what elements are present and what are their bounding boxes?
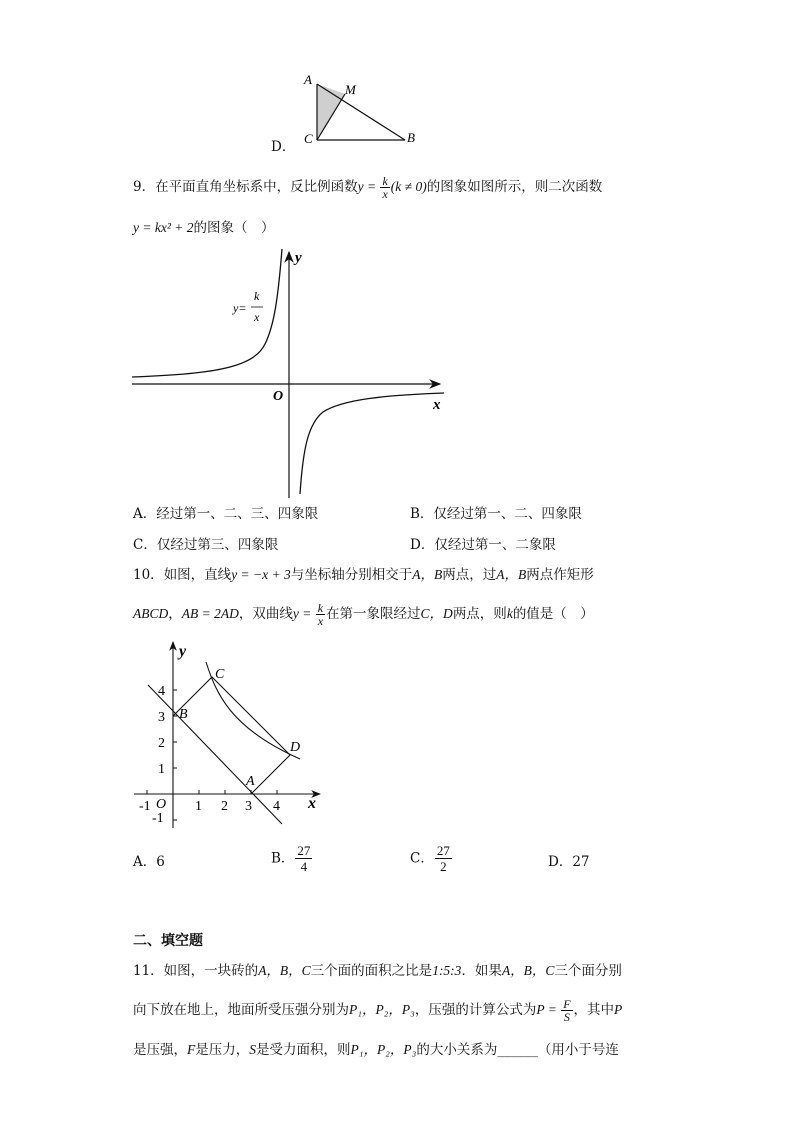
q9-origin-label: O: [273, 389, 284, 404]
q11-line2-P: P: [614, 1002, 623, 1017]
q9-x-label: x: [433, 397, 441, 413]
q9-text-after: 的图象如图所示，则二次函数: [426, 179, 603, 195]
q10-option-c[interactable]: [410, 843, 453, 874]
q10-option-c-label: C．: [410, 850, 434, 867]
q10-text1d: 两点，过: [442, 567, 497, 583]
q10-text1e: A，B: [496, 567, 527, 582]
q11-line3-c: 是受力面积，则: [256, 1042, 351, 1058]
q10-tick-y-4: 4: [158, 684, 165, 699]
q11-line1-abc: A，B，C: [258, 963, 311, 978]
q10-tick-y-neg1: -1: [152, 811, 164, 826]
q9-option-c[interactable]: C．仅经过第三、四象限: [133, 537, 279, 553]
q9-option-b[interactable]: B．仅经过第一、二、四象限: [410, 506, 582, 522]
q10-text1f: 两点作矩形: [526, 567, 594, 583]
q9-func-y: y: [357, 179, 364, 194]
q9-option-d[interactable]: D．仅经过第一、二象限: [410, 537, 556, 553]
q10-sep: ，: [168, 606, 182, 622]
q8-label-M: M: [345, 82, 356, 97]
q10-option-c-den: 2: [440, 859, 447, 874]
q8-option-d-label: D．: [271, 139, 296, 155]
q10-text2b: 在第一象限经过: [326, 606, 421, 622]
q11-line3-d: 的大小关系为: [416, 1042, 498, 1058]
q8-triangle-figure: [295, 70, 425, 150]
q11-line3-a: 是压强，: [133, 1042, 187, 1058]
q10-tick-x-3: 3: [245, 799, 252, 814]
q10-text2a: ，双曲线: [238, 606, 293, 622]
q10-label-D: D: [290, 740, 301, 755]
q8-label-B: B: [407, 130, 415, 145]
q10-option-a[interactable]: [133, 852, 165, 872]
q10-text1c: A，B: [412, 567, 443, 582]
q11-formula-fraction: [561, 998, 572, 1023]
q10-number: 10．: [133, 567, 164, 583]
q11-line1-d: 三个面分别: [554, 963, 622, 979]
q10-stem-line1: [133, 565, 594, 585]
q10-cond: AB = 2AD: [181, 606, 239, 621]
q10-label-A: A: [246, 774, 255, 789]
q10-option-b-den: 4: [300, 859, 308, 874]
q10-option-d-label: D．: [548, 854, 573, 870]
q10-rectangle-figure: [130, 638, 330, 833]
q11-line1-b: 三个面的面积之比是: [310, 963, 433, 979]
q10-hyper-num: k: [317, 601, 324, 615]
q9-text-before: 在平面直角坐标系中，反比例函数: [155, 179, 358, 195]
q9-curve-label-num: k: [254, 289, 260, 303]
q9-func-eq: =: [363, 179, 380, 194]
q10-tick-y-2: 2: [158, 736, 165, 751]
q10-text2d: 的值是（ ）: [512, 606, 594, 622]
q11-line1-c: ．如果: [461, 963, 502, 979]
q10-tick-x-1: 1: [195, 799, 202, 814]
q10-hyper-den: x: [317, 614, 324, 628]
q10-option-d[interactable]: [548, 852, 590, 872]
q10-origin-label: O: [156, 797, 167, 812]
q11-line3-b: 是压力，: [195, 1042, 250, 1058]
q9-cond: (k ≠ 0): [390, 179, 427, 194]
q10-option-b-fraction: [295, 843, 312, 874]
q9-line2-text: 的图象（ ）: [193, 220, 275, 236]
q10-option-b-label: B．: [271, 850, 295, 867]
q11-formula-num: F: [563, 997, 571, 1011]
q10-tick-x-4: 4: [273, 799, 280, 814]
q10-rect-name: ABCD: [133, 606, 169, 621]
q9-hyperbola-figure: [128, 244, 453, 500]
q11-line2-a: 向下放在地上，地面所受压强分别为: [133, 1002, 349, 1018]
q11-line3-p: P₁，P₂，P₃: [350, 1042, 417, 1057]
q10-hyper-y: y =: [292, 606, 315, 621]
q9-stem-line1: [133, 175, 602, 200]
q9-number: 9．: [133, 179, 156, 195]
q10-label-C: C: [215, 667, 225, 682]
q10-option-a-value: 6: [156, 854, 165, 870]
q10-y-label: y: [179, 643, 187, 660]
q9-fraction: [380, 175, 389, 200]
q11-line3-F: F: [187, 1042, 196, 1057]
q11-line1-abc2: A，B，C: [501, 963, 555, 978]
q9-y-label: y: [295, 250, 302, 266]
q11-line3-S: S: [249, 1042, 256, 1057]
q9-curve-upper-left: [132, 249, 282, 377]
q10-text2c: 两点，则: [452, 606, 507, 622]
q10-stem-line2: [133, 602, 594, 627]
q10-tick-x-neg1: -1: [139, 799, 151, 814]
q10-line-y-neg-x-plus-3: [148, 685, 282, 824]
q11-line2-p: P₁，P₂，P₃: [349, 1002, 415, 1017]
q8-label-C: C: [304, 131, 313, 146]
q10-option-b[interactable]: [271, 843, 313, 874]
q10-pts: C，D: [420, 606, 453, 621]
q9-stem-line2: [133, 218, 275, 238]
q10-rectangle: [173, 677, 290, 794]
q10-x-label: x: [308, 795, 316, 812]
q11-formula: P =: [536, 1002, 561, 1017]
q11-line2-b: ，压强的计算公式为: [414, 1002, 537, 1018]
q9-curve-label-den: x: [254, 310, 260, 324]
q11-line2-c: ，其中: [573, 1002, 615, 1018]
q11-ratio: 1:5:3: [432, 963, 462, 978]
q10-hyper-fraction: [316, 602, 325, 627]
q10-line-eq: y = −x + 3: [231, 567, 291, 582]
q10-tick-x-2: 2: [221, 799, 228, 814]
section-fill-in-title: 二、填空题: [133, 933, 203, 949]
q9-curve-label-y: y=: [233, 301, 247, 315]
q11-line3-e: （用小于号连: [537, 1042, 619, 1058]
q9-quad-expr: y = kx² + 2: [133, 220, 194, 235]
q8-label-A: A: [304, 72, 312, 87]
q9-frac-num: k: [382, 174, 388, 188]
q10-label-B: B: [179, 707, 188, 722]
q10-option-d-value: 27: [572, 854, 590, 870]
q11-answer-blank[interactable]: ______: [497, 1042, 538, 1058]
q9-curve-lower-right: [300, 393, 444, 494]
q10-option-c-fraction: [435, 843, 452, 874]
q11-line1-a: 11．如图，一块砖的: [133, 963, 259, 979]
q9-option-a[interactable]: A．经过第一、二、三、四象限: [133, 506, 319, 522]
q10-text1b: 与坐标轴分别相交于: [290, 567, 413, 583]
q10-option-a-label: A．: [133, 854, 157, 870]
q11-line3: [133, 1040, 619, 1060]
q10-tick-y-3: 3: [158, 710, 165, 725]
q10-tick-y-1: 1: [158, 762, 165, 777]
q10-text1a: 如图，直线: [163, 567, 232, 583]
q11-formula-den: S: [563, 1010, 570, 1024]
q11-line2: [133, 998, 622, 1023]
q10-k: k: [506, 606, 513, 621]
q10-option-b-num: 27: [297, 843, 311, 858]
q11-line1: [133, 961, 622, 981]
q10-option-c-num: 27: [436, 843, 450, 858]
q9-frac-den: x: [382, 187, 388, 201]
